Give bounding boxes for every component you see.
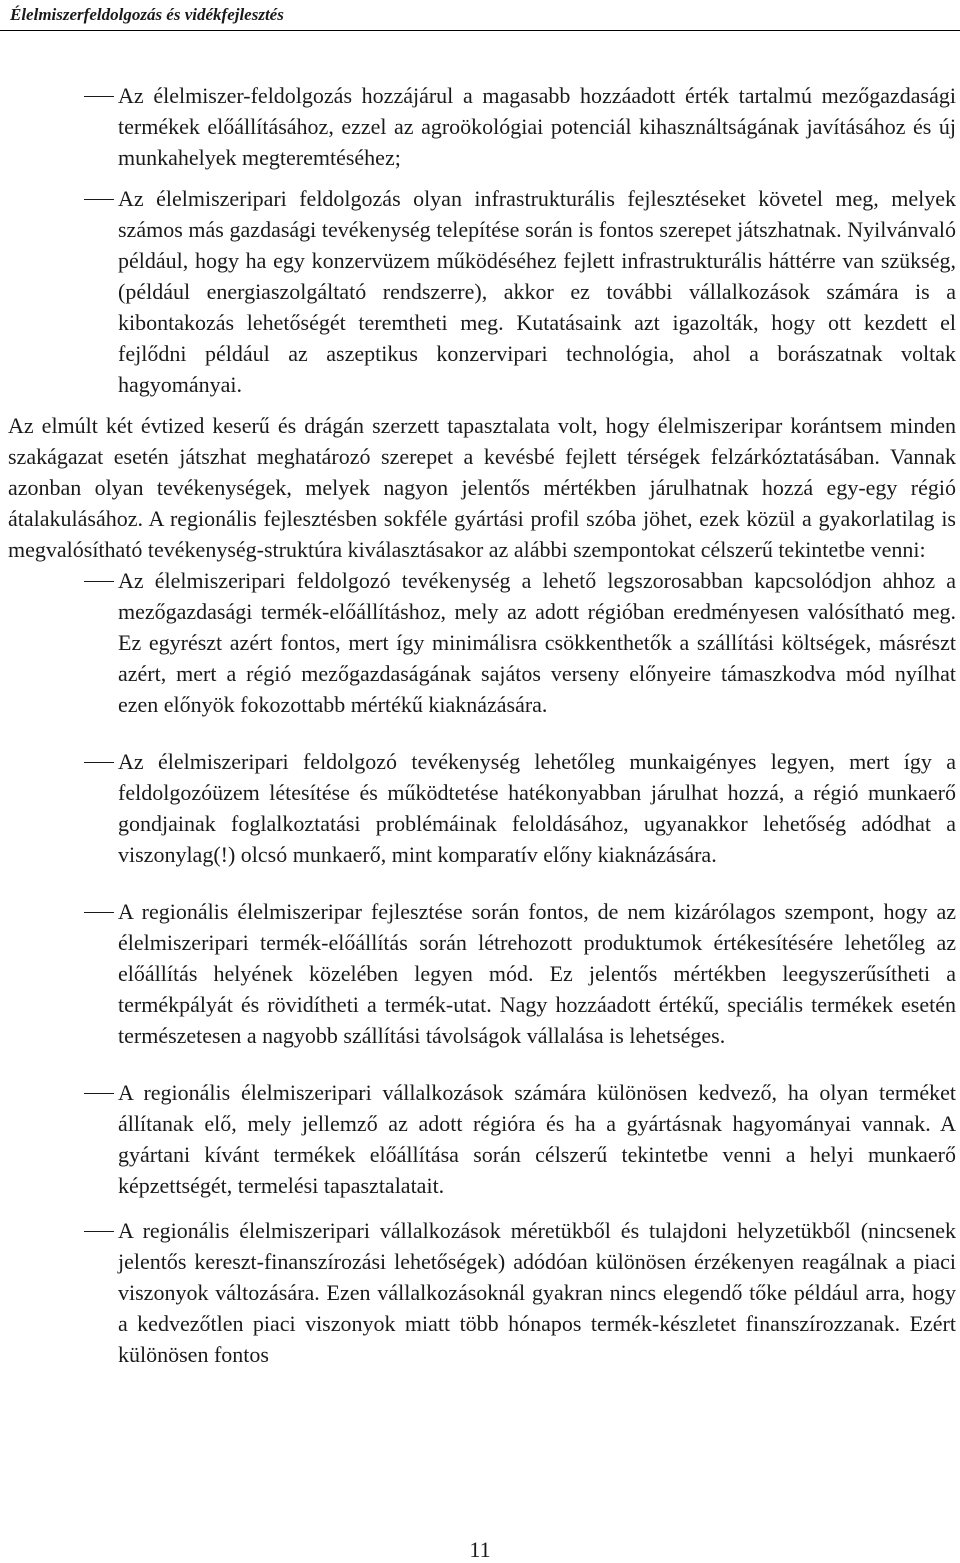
list-item: Az élelmiszeripari feldolgozó tevékenység a lehető legszorosabban kapcsolódjon ahhoz a mezőgazdasági termék-előállításhoz, mely az adott régióban eredményesen valósítható meg. Ez egyrészt azért fontos, mert így minimálisra csökkenthetők a szállítási költségek, másrészt azért, mert a régió mezőgazdaságának sajátos verseny előnyeire támaszkodva mód nyílhat ezen előnyök fokozottabb mértékű kiaknázására. — [118, 565, 956, 720]
page-body — [0, 80, 960, 1370]
list-item: Az élelmiszeripari feldolgozó tevékenység lehetőleg munkaigényes legyen, mert így a feldolgozóüzem létesítése és működtetése hatékonyabban járulhat hozzá, a régió munkaerő gondjainak foglalkoztatási problémáinak feloldásához, ugyanakkor lehetőség adódhat a viszonylag(!) olcsó munkaerő, mint komparatív előny kiaknázására. — [118, 746, 956, 870]
list-item: Az élelmiszer-feldolgozás hozzájárul a magasabb hozzáadott érték tartalmú mezőgazdasági termékek előállításához, ezzel az agroökológiai potenciál kihasználtságának javításához és új munkahelyek megteremtéséhez; — [118, 80, 956, 173]
header-title: Élelmiszerfeldolgozás és vidékfejlesztés — [10, 5, 284, 24]
body-paragraph: Az elmúlt két évtized keserű és drágán szerzett tapasztalata volt, hogy élelmiszeripar korántsem minden szakágazat esetén játszhat meghatározó szerepet a kevésbé fejlett térségek felzárkóztatásában. Vannak azonban olyan tevékenységek, melyek nagyon jelentős mértékben járulhatnak hozzá egy-egy régió átalakulásához. A regionális fejlesztésben sokféle gyártási profil szóba jöhet, ezek közül a gyakorlatilag is megvalósítható tevékenység-struktúra kiválasztásakor az alábbi szempontokat célszerű tekintetbe venni: — [8, 413, 956, 562]
list-item: Az élelmiszeripari feldolgozás olyan infrastrukturális fejlesztéseket követel meg, melyek számos más gazdasági tevékenység telepítése során is fontos szerepet játszhatnak. Nyilvánvaló például, hogy ha egy konzervüzem működéséhez fejlett infrastrukturális háttérre van szükség, (például energiaszolgáltató rendszerre), akkor ez további vállalkozások számára is a kibontakozás lehetőségét teremtheti meg. Kutatásaink azt igazolták, hogy ott kezdett el fejlődni például az aszeptikus konzervipari technológia, ahol a borászatnak voltak hagyományai. — [118, 183, 956, 400]
list-item: A regionális élelmiszeripari vállalkozások számára különösen kedvező, ha olyan terméket állítanak elő, mely jellemző az adott régióra és ha a gyártásnak hagyományai vannak. A gyártani kívánt termékek előállítása során célszerű tekintetbe venni a helyi munkaerő képzettségét, termelési tapasztalatait. — [118, 1077, 956, 1201]
list-item: A regionális élelmiszeripar fejlesztése során fontos, de nem kizárólagos szempont, hogy az élelmiszeripari termék-előállítás során létrehozott produktumok értékesítésére lehetőleg az előállítás helyének közelében legyen mód. Ez jelentős mértékben leegyszerűsítheti a termékpályát és rövidítheti a termék-utat. Nagy hozzáadott értékű, speciális termékek esetén természetesen a nagyobb szállítási távolságok vállalása is lehetséges. — [118, 896, 956, 1051]
page-number: 11 — [469, 1537, 491, 1562]
running-header — [0, 0, 960, 31]
list-item: A regionális élelmiszeripari vállalkozások méretükből és tulajdoni helyzetükből (nincsenek jelentős kereszt-finanszírozási lehetőségek) adódóan különösen érzékenyen reagálnak a piaci viszonyok változására. Ezen vállalkozásoknál gyakran nincs elegendő tőke például arra, hogy a kedvezőtlen piaci viszonyok miatt több hónapos termék-készletet finanszírozzanak. Ezért különösen fontos — [118, 1215, 956, 1370]
